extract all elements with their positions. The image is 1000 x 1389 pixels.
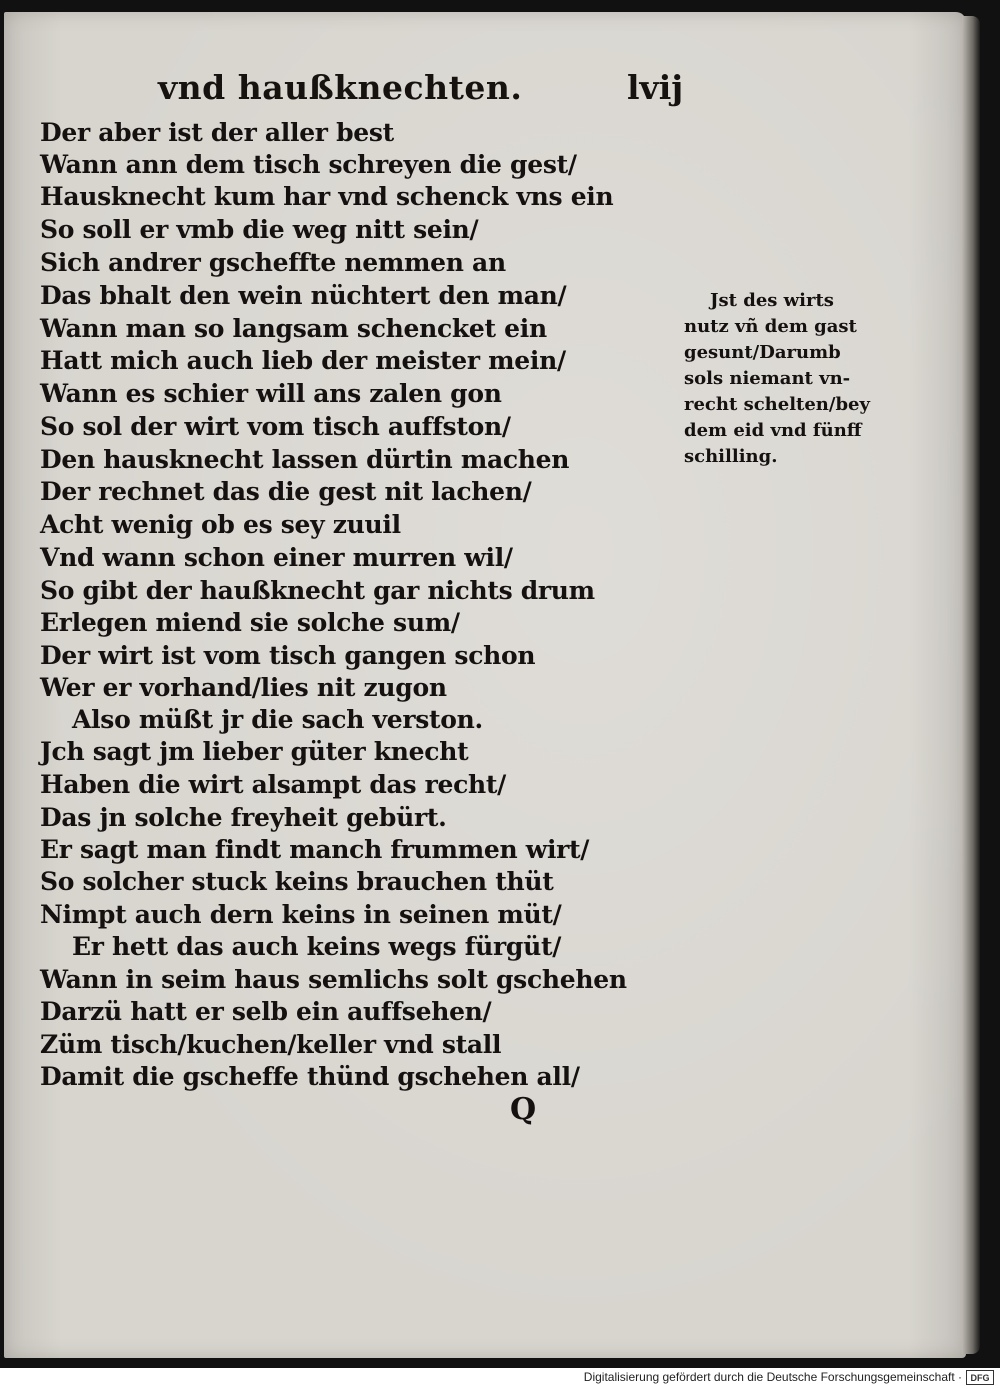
marginal-note-line: Jst des wirts: [710, 290, 834, 311]
verse-line: Der wirt ist vom tisch gangen schon: [40, 641, 536, 670]
verse-line: So sol der wirt vom tisch auffston/: [40, 412, 511, 441]
verse-line: Wann es schier will ans zalen gon: [40, 379, 502, 408]
marginal-note: [684, 288, 884, 470]
verse-line: Er sagt man findt manch frummen wirt/: [40, 835, 590, 864]
folio-number: lvij: [627, 68, 684, 107]
verse-line: So solcher stuck keins brauchen thüt: [40, 867, 554, 896]
verse-line: Darzü hatt er selb ein auffsehen/: [40, 997, 492, 1026]
verse-line: Wann ann dem tisch schreyen die gest/: [40, 150, 577, 179]
page-edge: [962, 16, 980, 1354]
verse-line: Sich andrer gscheffte nemmen an: [40, 248, 506, 277]
marginal-note-line: sols niemant vn-: [684, 368, 851, 389]
marginal-note-line: gesunt/Darumb: [684, 342, 841, 363]
verse-line: Hatt mich auch lieb der meister mein/: [40, 346, 566, 375]
signature-mark: Q: [510, 1092, 537, 1127]
verse-line: So gibt der haußknecht gar nichts drum: [40, 576, 595, 605]
verse-line: Hausknecht kum har vnd schenck vns ein: [40, 182, 614, 211]
marginal-note-line: dem eid vnd fünff: [684, 420, 862, 441]
funding-credit: Digitalisierung gefördert durch die Deutsche Forschungsgemeinschaft ·: [583, 1370, 962, 1384]
marginal-note-line: recht schelten/bey: [684, 394, 870, 415]
verse-line: Wer er vorhand/lies nit zugon: [40, 673, 447, 702]
verse-line: Jch sagt jm lieber güter knecht: [40, 737, 469, 766]
verse-line: Acht wenig ob es sey zuuil: [40, 510, 401, 539]
dfg-logo: DFG: [966, 1370, 994, 1385]
verse-line: Haben die wirt alsampt das recht/: [40, 770, 506, 799]
marginal-note-line: nutz vñ dem gast: [684, 316, 857, 337]
verse-line: Also müßt jr die sach verston.: [72, 705, 483, 734]
verse-line: Er hett das auch keins wegs fürgüt/: [72, 932, 562, 961]
verse-line: Das bhalt den wein nüchtert den man/: [40, 281, 567, 310]
verse-line: Züm tisch/kuchen/keller vnd stall: [40, 1030, 502, 1059]
verse-line: Wann man so langsam schencket ein: [40, 314, 547, 343]
verse-line: Das jn solche freyheit gebürt.: [40, 803, 447, 832]
running-head: vnd haußknechten.: [158, 68, 523, 107]
verse-line: Der rechnet das die gest nit lachen/: [40, 477, 532, 506]
marginal-note-line: schilling.: [684, 446, 778, 467]
verse-line: Den hausknecht lassen dürtin machen: [40, 445, 570, 474]
verse-line: Nimpt auch dern keins in seinen müt/: [40, 900, 562, 929]
verse-line: Damit die gscheffe thünd gschehen all/: [40, 1062, 580, 1091]
verse-line: Der aber ist der aller best: [40, 118, 394, 147]
verse-line: Wann in seim haus semlichs solt gschehen: [40, 965, 627, 994]
verse-line: So soll er vmb die weg nitt sein/: [40, 215, 479, 244]
verse-line: Vnd wann schon einer murren wil/: [40, 543, 513, 572]
verse-line: Erlegen miend sie solche sum/: [40, 608, 460, 637]
